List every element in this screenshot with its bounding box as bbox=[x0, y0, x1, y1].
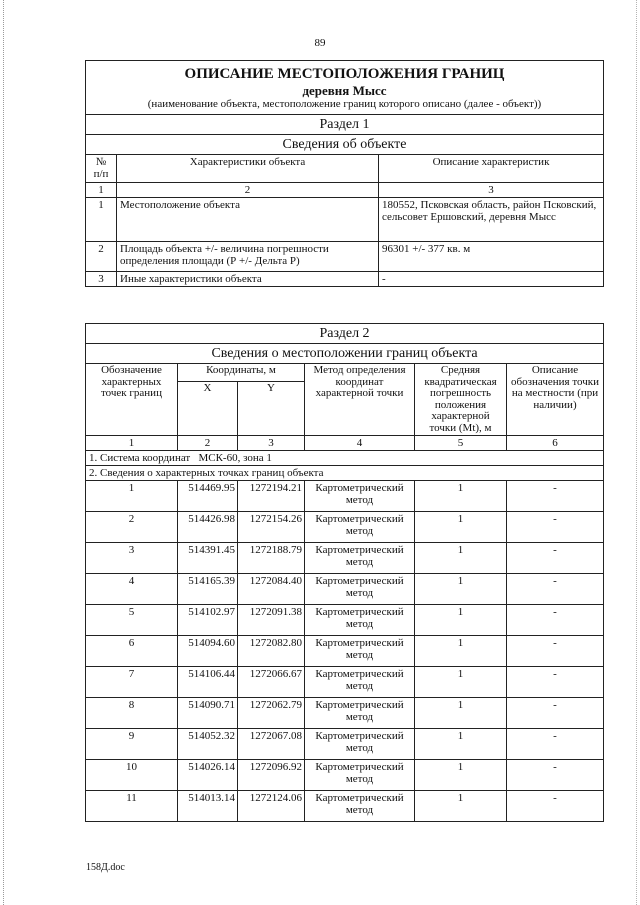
index-cell: 1 bbox=[86, 183, 117, 198]
coord-x: 514026.14 bbox=[178, 760, 238, 791]
table-row bbox=[86, 698, 604, 729]
table-row bbox=[86, 605, 604, 636]
table-row bbox=[86, 636, 604, 667]
error-value: 1 bbox=[415, 543, 507, 574]
scan-edge-right bbox=[636, 0, 637, 905]
table-row bbox=[86, 198, 604, 242]
method: Картометрический метод bbox=[305, 574, 415, 605]
error-value: 1 bbox=[415, 636, 507, 667]
coord-y: 1272062.79 bbox=[238, 698, 305, 729]
point-label: 9 bbox=[86, 729, 178, 760]
error-value: 1 bbox=[415, 729, 507, 760]
table-row bbox=[86, 574, 604, 605]
col-header-method: Метод определения координат характерной точки bbox=[305, 364, 415, 436]
coord-y: 1272188.79 bbox=[238, 543, 305, 574]
scan-edge-left bbox=[3, 0, 4, 905]
coord-y: 1272084.40 bbox=[238, 574, 305, 605]
coord-x: 514391.45 bbox=[178, 543, 238, 574]
index-cell: 2 bbox=[178, 436, 238, 451]
point-label: 7 bbox=[86, 667, 178, 698]
error-value: 1 bbox=[415, 605, 507, 636]
point-description: - bbox=[507, 729, 604, 760]
method: Картометрический метод bbox=[305, 729, 415, 760]
point-label: 11 bbox=[86, 791, 178, 822]
method: Картометрический метод bbox=[305, 698, 415, 729]
coord-y: 1272067.08 bbox=[238, 729, 305, 760]
coord-y: 1272096.92 bbox=[238, 760, 305, 791]
method: Картометрический метод bbox=[305, 791, 415, 822]
coord-y: 1272154.26 bbox=[238, 512, 305, 543]
section2-subtitle: Сведения о местоположении границ объекта bbox=[86, 344, 604, 364]
row-characteristic: Площадь объекта +/- величина погрешности определения площади (Р +/- Дельта Р) bbox=[117, 242, 379, 272]
table-row bbox=[86, 791, 604, 822]
error-value: 1 bbox=[415, 791, 507, 822]
method: Картометрический метод bbox=[305, 543, 415, 574]
point-description: - bbox=[507, 512, 604, 543]
col-header-coords: Координаты, м bbox=[178, 364, 305, 382]
method: Картометрический метод bbox=[305, 605, 415, 636]
point-label: 1 bbox=[86, 481, 178, 512]
point-label: 3 bbox=[86, 543, 178, 574]
row-num: 2 bbox=[86, 242, 117, 272]
points-title: 2. Сведения о характерных точках границ объекта bbox=[86, 466, 604, 481]
coord-x: 514165.39 bbox=[178, 574, 238, 605]
table-row bbox=[86, 760, 604, 791]
coord-y: 1272091.38 bbox=[238, 605, 305, 636]
point-label: 4 bbox=[86, 574, 178, 605]
index-cell: 5 bbox=[415, 436, 507, 451]
error-value: 1 bbox=[415, 481, 507, 512]
row-description: - bbox=[379, 272, 604, 287]
method: Картометрический метод bbox=[305, 760, 415, 791]
row-description: 96301 +/- 377 кв. м bbox=[379, 242, 604, 272]
point-label: 5 bbox=[86, 605, 178, 636]
coord-x: 514013.14 bbox=[178, 791, 238, 822]
point-description: - bbox=[507, 481, 604, 512]
col-header-x: X bbox=[178, 382, 238, 436]
coord-x: 514052.32 bbox=[178, 729, 238, 760]
coord-x: 514426.98 bbox=[178, 512, 238, 543]
point-label: 10 bbox=[86, 760, 178, 791]
row-description: 180552, Псковская область, район Псковский, сельсовет Ершовский, деревня Мысс bbox=[379, 198, 604, 242]
method: Картометрический метод bbox=[305, 512, 415, 543]
section1-title: Раздел 1 bbox=[86, 115, 604, 135]
point-label: 2 bbox=[86, 512, 178, 543]
point-description: - bbox=[507, 667, 604, 698]
point-description: - bbox=[507, 760, 604, 791]
error-value: 1 bbox=[415, 760, 507, 791]
footer-filename: 158Д.doc bbox=[86, 862, 125, 873]
points-body bbox=[86, 481, 604, 822]
coord-x: 514469.95 bbox=[178, 481, 238, 512]
table-row bbox=[86, 481, 604, 512]
table-row bbox=[86, 242, 604, 272]
table-row bbox=[86, 667, 604, 698]
row-characteristic: Местоположение объекта bbox=[117, 198, 379, 242]
index-cell: 3 bbox=[238, 436, 305, 451]
index-cell: 2 bbox=[117, 183, 379, 198]
col-header-description: Описание характеристик bbox=[379, 155, 604, 183]
section2-table bbox=[85, 323, 604, 822]
coord-x: 514094.60 bbox=[178, 636, 238, 667]
section1-table bbox=[85, 60, 604, 287]
point-description: - bbox=[507, 791, 604, 822]
col-header-point: Обозначение характерных точек границ bbox=[86, 364, 178, 436]
object-note: (наименование объекта, местоположение границ которого описано (далее - объект)) bbox=[147, 98, 542, 110]
section1-subtitle: Сведения об объекте bbox=[86, 135, 604, 155]
document-header bbox=[86, 61, 604, 115]
row-num: 1 bbox=[86, 198, 117, 242]
object-name: деревня Мысс bbox=[302, 83, 387, 98]
index-cell: 3 bbox=[379, 183, 604, 198]
coord-x: 514090.71 bbox=[178, 698, 238, 729]
method: Картометрический метод bbox=[305, 636, 415, 667]
point-label: 8 bbox=[86, 698, 178, 729]
row-characteristic: Иные характеристики объекта bbox=[117, 272, 379, 287]
table-row bbox=[86, 512, 604, 543]
point-description: - bbox=[507, 605, 604, 636]
col-header-point-desc: Описание обозначения точки на местности (при наличии) bbox=[507, 364, 604, 436]
method: Картометрический метод bbox=[305, 667, 415, 698]
method: Картометрический метод bbox=[305, 481, 415, 512]
error-value: 1 bbox=[415, 512, 507, 543]
point-description: - bbox=[507, 698, 604, 729]
coordinate-system: 1. Система координат МСК-60, зона 1 bbox=[86, 451, 604, 466]
page-number: 89 bbox=[314, 37, 326, 49]
table-row bbox=[86, 272, 604, 287]
index-cell: 4 bbox=[305, 436, 415, 451]
coord-y: 1272066.67 bbox=[238, 667, 305, 698]
index-cell: 1 bbox=[86, 436, 178, 451]
coord-x: 514106.44 bbox=[178, 667, 238, 698]
col-header-num: № п/п bbox=[86, 155, 117, 183]
coord-y: 1272194.21 bbox=[238, 481, 305, 512]
row-num: 3 bbox=[86, 272, 117, 287]
col-header-error: Средняя квадратическая погрешность положения характерной точки (Mt), м bbox=[415, 364, 507, 436]
table-row bbox=[86, 543, 604, 574]
section2-title: Раздел 2 bbox=[86, 324, 604, 344]
point-description: - bbox=[507, 636, 604, 667]
error-value: 1 bbox=[415, 667, 507, 698]
col-header-y: Y bbox=[238, 382, 305, 436]
document-title: ОПИСАНИЕ МЕСТОПОЛОЖЕНИЯ ГРАНИЦ bbox=[184, 66, 505, 82]
index-cell: 6 bbox=[507, 436, 604, 451]
coord-y: 1272082.80 bbox=[238, 636, 305, 667]
point-description: - bbox=[507, 543, 604, 574]
col-header-characteristics: Характеристики объекта bbox=[117, 155, 379, 183]
coord-y: 1272124.06 bbox=[238, 791, 305, 822]
point-label: 6 bbox=[86, 636, 178, 667]
coord-x: 514102.97 bbox=[178, 605, 238, 636]
error-value: 1 bbox=[415, 698, 507, 729]
point-description: - bbox=[507, 574, 604, 605]
table-row bbox=[86, 729, 604, 760]
error-value: 1 bbox=[415, 574, 507, 605]
